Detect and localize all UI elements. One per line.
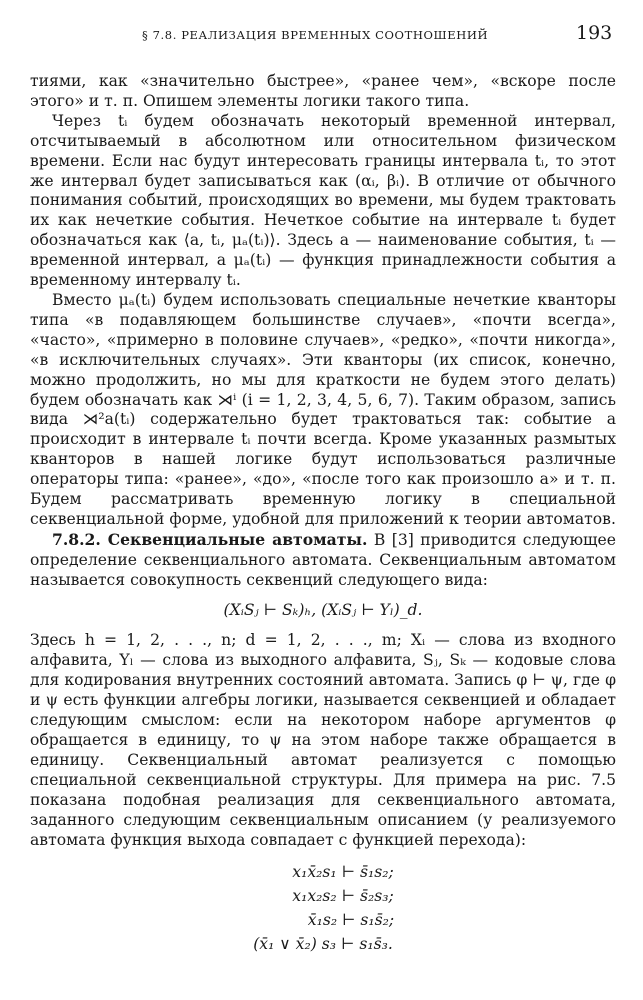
sequent-equations — [30, 860, 616, 956]
body-text — [30, 72, 616, 956]
equation-line: x₁x̄₂s₁ ⊢ s̄₁s₂; — [292, 863, 394, 882]
section-intro: В [3] приводится следующее определение секвенциального автомата. Секвенциальным автоматом называется совокупность секвенций следующего вида: — [30, 530, 616, 589]
equation-line: (x̄₁ ∨ x̄₂) s₃ ⊢ s₁s̄₃. — [253, 935, 393, 954]
sequent-formula: (XᵢSⱼ ⊢ Sₖ)ₕ, (XᵢSⱼ ⊢ Yₗ)_d. — [223, 600, 423, 619]
paragraph-definitions: Здесь h = 1, 2, . . ., n; d = 1, 2, . . ., m; Xᵢ — слова из входного алфавита, Yₗ — слова из выходного алфавита, Sⱼ, Sₖ — кодовые слова для кодирования внутренних состояний автомата. Запись φ ⊢ ψ, где φ и ψ есть функции алгебры логики, называется секвенцией и обладает следующим смыслом: если на некотором наборе аргументов φ обращается в единицу, то ψ на этом наборе также обращается в единицу. Секвенциальный автомат реализуется с помощью специальной секвенциальной структуры. Для примера на рис. 7.5 показана подобная реализация для секвенциального автомата, заданного следующим секвенциальным описанием (у реализуемого автомата функция выхода совпадает с функцией перехода): — [30, 631, 616, 849]
equation-line: x̄₁s₂ ⊢ s₁s̄₂; — [307, 911, 395, 930]
section-heading: 7.8.2. Секвенциальные автоматы. — [52, 529, 368, 549]
page-header — [0, 22, 643, 52]
paragraph-quantifiers: Вместо μₐ(tᵢ) будем использовать специальные нечеткие кванторы типа «в подавляющем большинстве случаев», «почти всегда», «часто», «примерно в половине случаев», «редко», «почти никогда», «в исключительных случаях». Эти кванторы (их список, конечно, можно продолжить, но мы для краткости не будем этого делать) будем обозначать как ⋊ⁱ (i = 1, 2, 3, 4, 5, 6, 7). Таким образом, запись вида ⋊²a(tᵢ) содержательно будет трактоваться так: событие a происходит в интервале tᵢ почти всегда. Кроме указанных размытых кванторов в нашей логике будут использоваться различные операторы типа: «ранее», «до», «после того как произошло a» и т. п. Будем рассматривать временную логику в специальной секвенциальной форме, удобной для приложений к теории автоматов. — [30, 290, 616, 528]
running-head: § 7.8. РЕАЛИЗАЦИЯ ВРЕМЕННЫХ СООТНОШЕНИЙ — [142, 28, 489, 42]
page-number: 193 — [576, 22, 613, 44]
paragraph-intervals: Через tᵢ будем обозначать некоторый временной интервал, отсчитываемый в абсолютном или относительном физическом времени. Если нас будут интересовать границы интервала tᵢ, то этот же интервал будет записываться как (αᵢ, βᵢ). В отличие от обычного понимания событий, происходящих во времени, мы будем трактовать их как нечеткие события. Нечеткое событие на интервале tᵢ будет обозначаться как ⟨a, tᵢ, μₐ(tᵢ)⟩. Здесь a — наименование события, tᵢ — временной интервал, а μₐ(tᵢ) — функция принадлежности события a временному интервалу tᵢ. — [30, 111, 616, 290]
equation-line: x₁x₂s₂ ⊢ s̄₂s₃; — [292, 887, 394, 906]
paragraph-section — [30, 530, 616, 591]
paragraph-continued: тиями, как «значительно быстрее», «ранее чем», «вскоре после этого» и т. п. Опишем элементы логики такого типа. — [30, 72, 616, 110]
